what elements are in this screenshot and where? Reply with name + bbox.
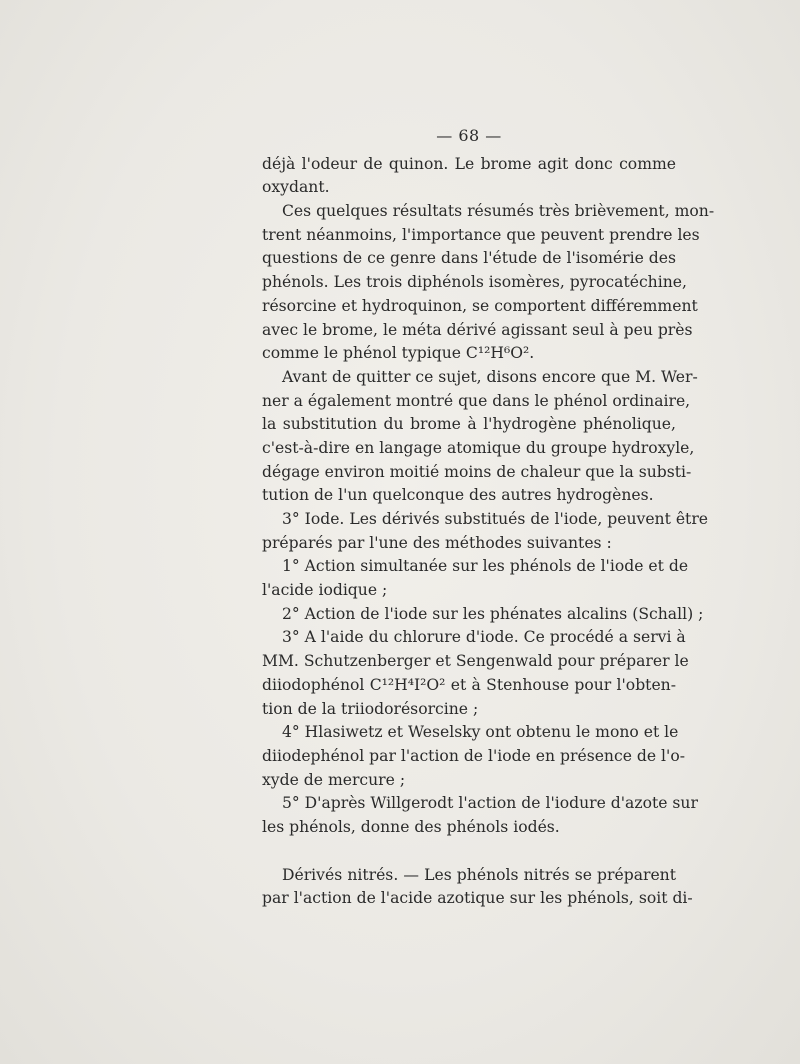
text-line: c'est-à-dire en langage atomique du groupe hydroxyle, — [262, 438, 695, 457]
text-line: questions de ce genre dans l'étude de l'isomérie des — [262, 249, 676, 268]
text-line: Avant de quitter ce sujet, disons encore que M. Wer- — [282, 367, 698, 386]
text-line: xyde de mercure ; — [262, 770, 406, 789]
text-line: 1° Action simultanée sur les phénols de l'iode et de — [282, 557, 689, 576]
text-line: tion de la triiodorésorcine ; — [262, 699, 479, 718]
text-line: phénols. Les trois diphénols isomères, pyrocatéchine, — [262, 273, 687, 292]
text-line: 3° Iode. Les dérivés substitués de l'iode, peuvent être — [282, 510, 708, 529]
text-line: par l'action de l'acide azotique sur les phénols, soit di- — [262, 889, 693, 908]
text-line: résorcine et hydroquinon, se comportent différemment — [262, 296, 698, 315]
text-line: 2° Action de l'iode sur les phénates alcalins (Schall) ; — [282, 604, 704, 623]
text-line: diiodephénol par l'action de l'iode en présence de l'o- — [262, 746, 685, 765]
text-line: les phénols, donne des phénols iodés. — [262, 817, 560, 836]
text-line: diiodophénol C¹²H⁴I²O² et à Stenhouse pour l'obten- — [262, 675, 676, 694]
text-line: oxydant. — [262, 178, 330, 197]
text-line: ner a également montré que dans le phénol ordinaire, — [262, 391, 691, 410]
text-line: la substitution du brome à l'hydrogène phénolique, — [262, 415, 676, 434]
text-line: 5° D'après Willgerodt l'action de l'iodure d'azote sur — [282, 794, 698, 813]
text-line: Dérivés nitrés. — Les phénols nitrés se préparent — [282, 865, 676, 884]
text-line: dégage environ moitié moins de chaleur que la substi- — [262, 462, 692, 481]
text-line: 4° Hlasiwetz et Weselsky ont obtenu le mono et le — [282, 723, 679, 742]
text-line: 3° A l'aide du chlorure d'iode. Ce procédé a servi à — [282, 628, 686, 647]
text-line: tution de l'un quelconque des autres hydrogènes. — [262, 486, 654, 505]
text-line: déjà l'odeur de quinon. Le brome agit donc comme — [262, 154, 676, 173]
text-line: comme le phénol typique C¹²H⁶O². — [262, 344, 535, 363]
page-number: — 68 — — [436, 126, 502, 145]
text-line: Ces quelques résultats résumés très brièvement, mon- — [282, 202, 715, 221]
text-line: avec le brome, le méta dérivé agissant seul à peu près — [262, 320, 693, 339]
text-block — [262, 124, 715, 911]
text-line: MM. Schutzenberger et Sengenwald pour préparer le — [262, 652, 689, 671]
text-line: préparés par l'une des méthodes suivantes : — [262, 533, 612, 552]
text-line: trent néanmoins, l'importance que peuvent prendre les — [262, 225, 700, 244]
paragraph-gap — [262, 840, 676, 864]
text-line: l'acide iodique ; — [262, 581, 388, 600]
